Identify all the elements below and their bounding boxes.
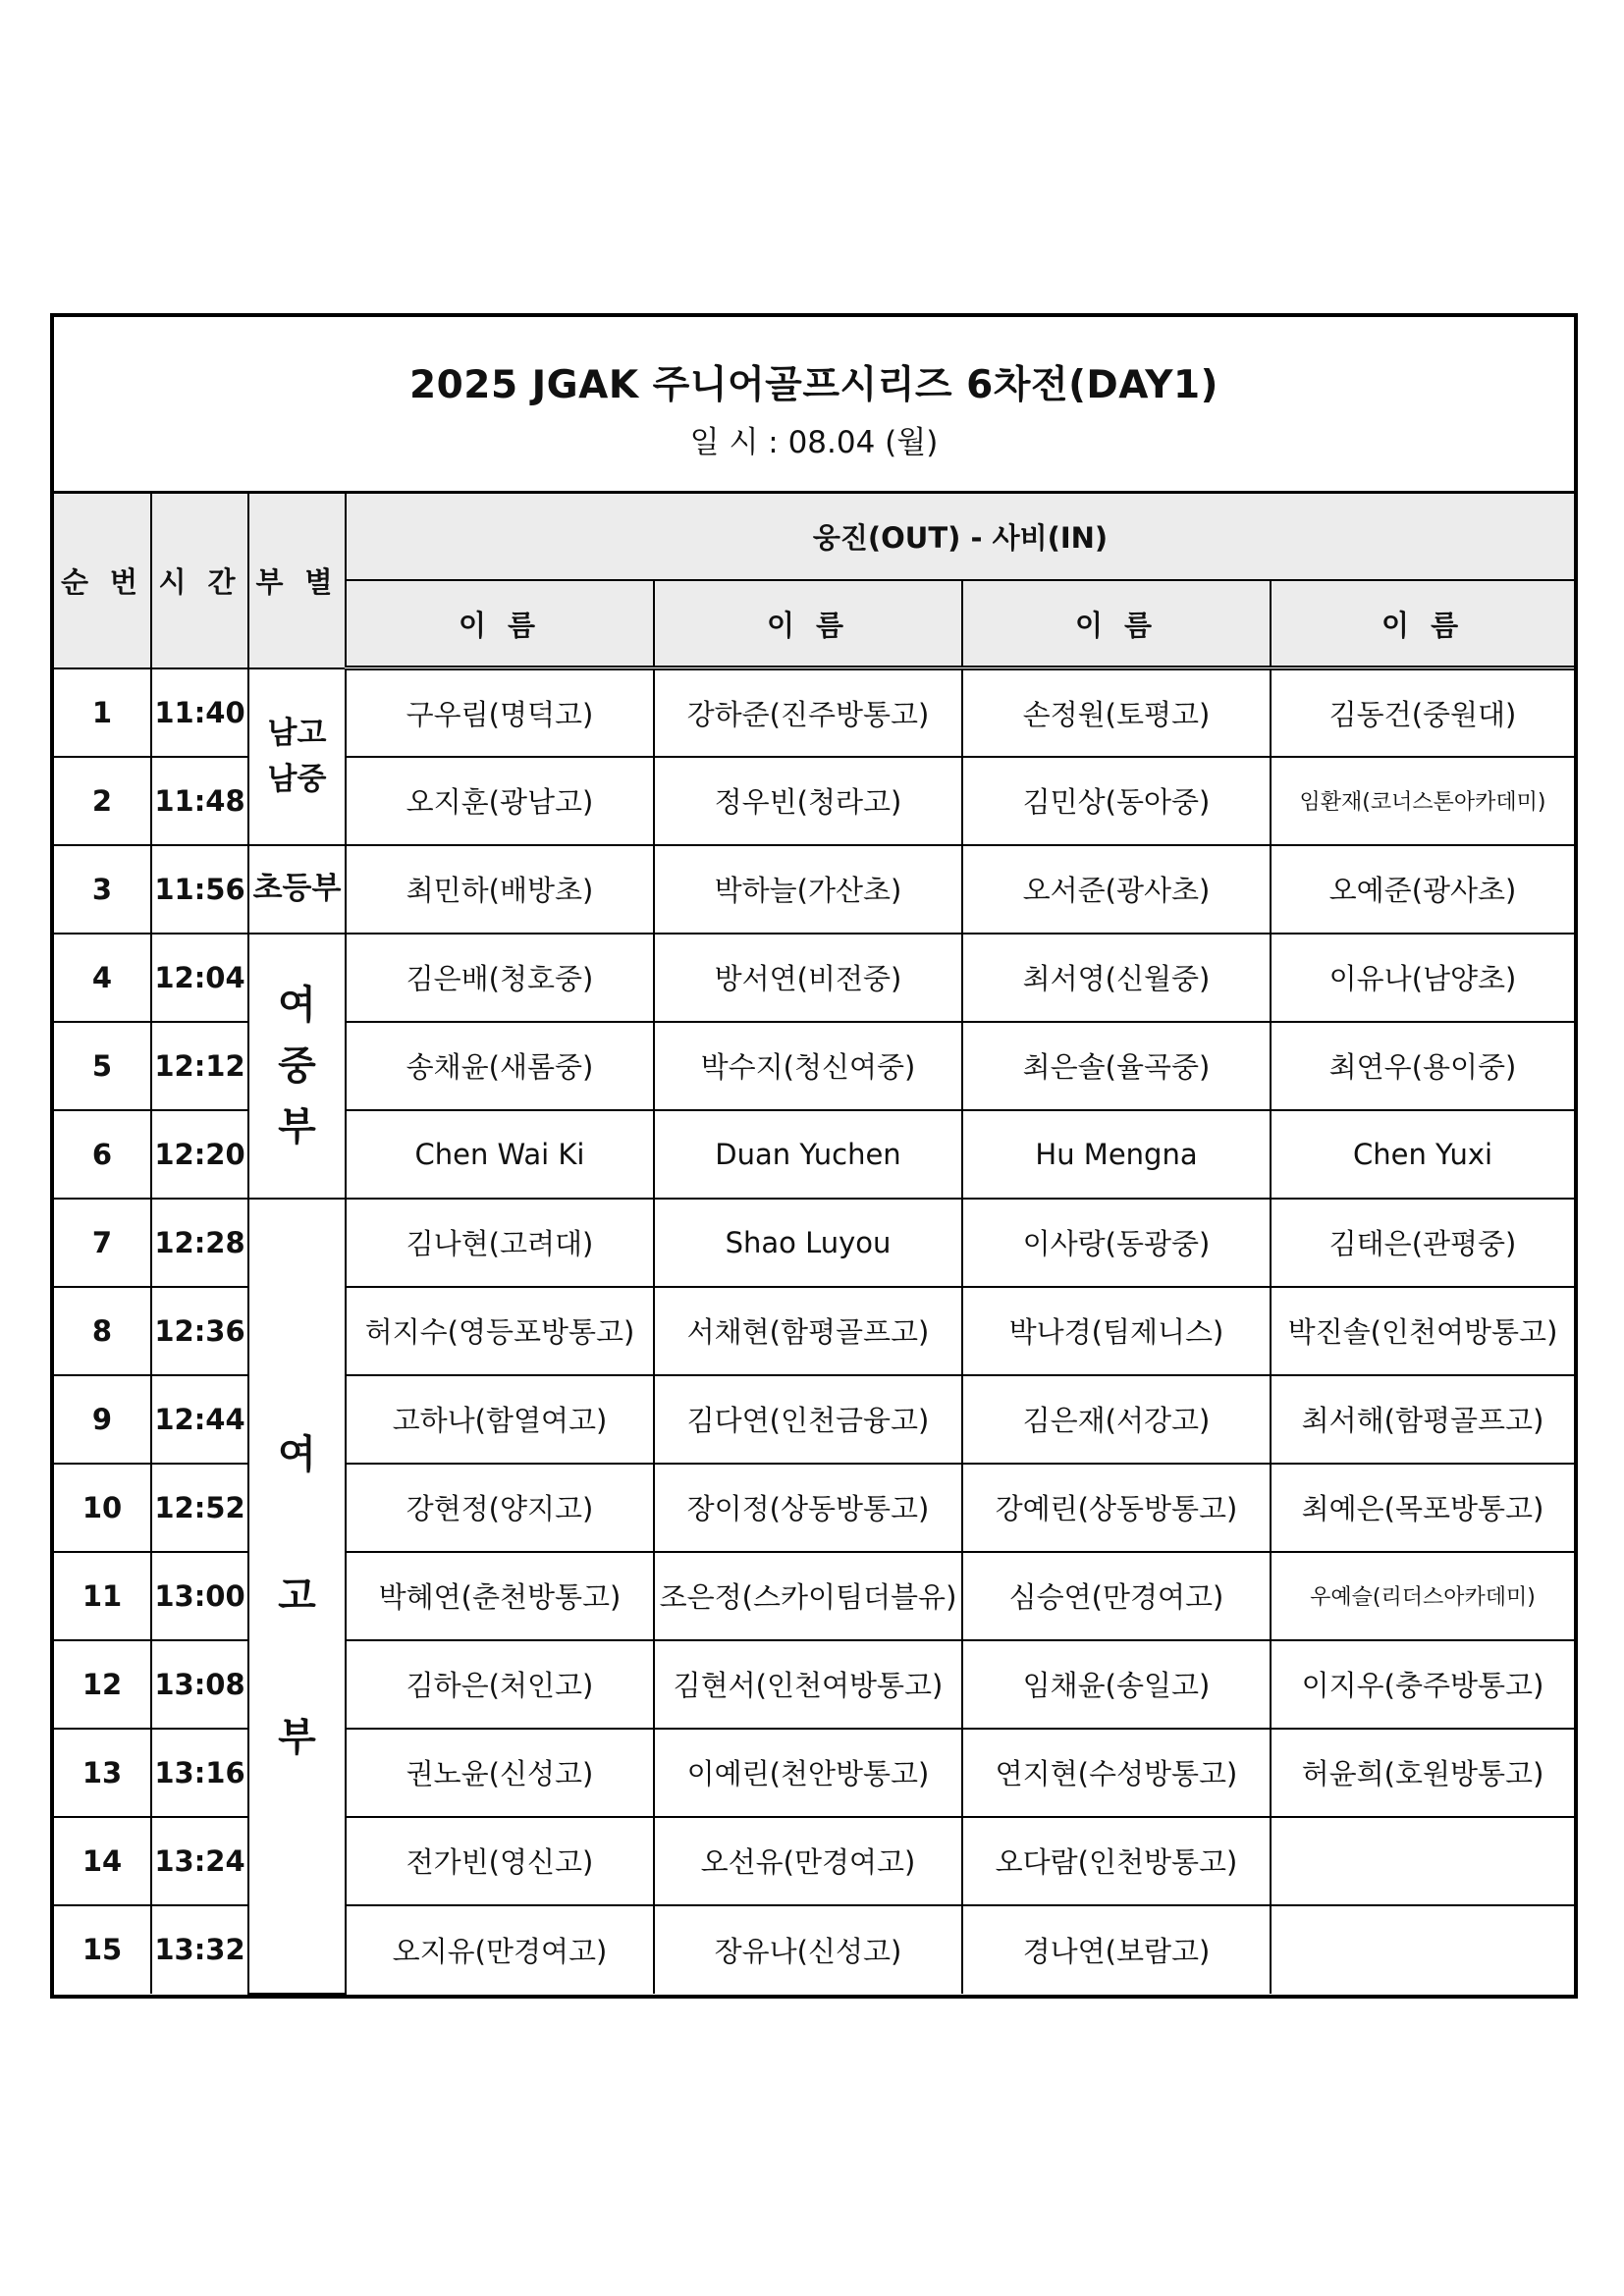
table-row xyxy=(54,668,1574,757)
title-block xyxy=(54,317,1574,494)
player-cell: 정우빈(청라고) xyxy=(654,757,962,845)
time-cell: 13:08 xyxy=(151,1640,248,1729)
division-label: 남중 xyxy=(267,761,327,797)
time-cell: 12:52 xyxy=(151,1464,248,1552)
order-cell: 3 xyxy=(54,845,151,934)
order-cell: 8 xyxy=(54,1287,151,1375)
division-label: 남고 xyxy=(267,716,327,751)
header-name-1: 이 름 xyxy=(346,580,654,668)
player-cell: 최예은(목포방통고) xyxy=(1271,1464,1574,1552)
player-cell: 강예린(상동방통고) xyxy=(962,1464,1271,1552)
player-cell: 최서해(함평골프고) xyxy=(1271,1375,1574,1464)
order-cell: 11 xyxy=(54,1552,151,1640)
table-row xyxy=(54,845,1574,934)
division-elementary: 초등부 xyxy=(248,845,346,934)
player-cell: 오다람(인천방통고) xyxy=(962,1817,1271,1905)
time-cell: 13:32 xyxy=(151,1905,248,1994)
player-cell: 오지유(만경여고) xyxy=(346,1905,654,1994)
player-cell: 이사랑(동광중) xyxy=(962,1199,1271,1287)
order-cell: 1 xyxy=(54,668,151,757)
player-cell: Duan Yuchen xyxy=(654,1110,962,1199)
player-cell: 오예준(광사초) xyxy=(1271,845,1574,934)
table-row xyxy=(54,1199,1574,1287)
header-order: 순 번 xyxy=(54,494,151,668)
order-cell: 9 xyxy=(54,1375,151,1464)
player-cell: 김은재(서강고) xyxy=(962,1375,1271,1464)
player-cell: 김다연(인천금융고) xyxy=(654,1375,962,1464)
player-cell: Shao Luyou xyxy=(654,1199,962,1287)
page-title: 2025 JGAK 주니어골프시리즈 6차전(DAY1) xyxy=(409,363,1218,407)
player-cell: 방서연(비전중) xyxy=(654,934,962,1022)
division-girls-high xyxy=(248,1199,346,1994)
player-cell: 심승연(만경여고) xyxy=(962,1552,1271,1640)
player-cell-empty xyxy=(1271,1905,1574,1994)
header-name-3: 이 름 xyxy=(962,580,1271,668)
time-cell: 12:20 xyxy=(151,1110,248,1199)
player-cell: 전가빈(영신고) xyxy=(346,1817,654,1905)
player-cell: 송채윤(새롬중) xyxy=(346,1022,654,1110)
player-cell: 이유나(남양초) xyxy=(1271,934,1574,1022)
header-division: 부 별 xyxy=(248,494,346,668)
player-cell: 이지우(충주방통고) xyxy=(1271,1640,1574,1729)
order-cell: 10 xyxy=(54,1464,151,1552)
table-row xyxy=(54,934,1574,1022)
order-cell: 5 xyxy=(54,1022,151,1110)
player-cell: 이예린(천안방통고) xyxy=(654,1729,962,1817)
player-cell: 김현서(인천여방통고) xyxy=(654,1640,962,1729)
player-cell: 손정원(토평고) xyxy=(962,668,1271,757)
player-cell: 권노윤(신성고) xyxy=(346,1729,654,1817)
division-boys xyxy=(248,668,346,845)
player-cell: 박혜연(춘천방통고) xyxy=(346,1552,654,1640)
player-cell: Hu Mengna xyxy=(962,1110,1271,1199)
header-course: 웅진(OUT) - 사비(IN) xyxy=(346,494,1574,580)
division-label: 중 xyxy=(278,1042,316,1089)
player-cell: 임채윤(송일고) xyxy=(962,1640,1271,1729)
order-cell: 13 xyxy=(54,1729,151,1817)
player-cell: 박수지(청신여중) xyxy=(654,1022,962,1110)
player-cell: 오서준(광사초) xyxy=(962,845,1271,934)
player-cell: Chen Wai Ki xyxy=(346,1110,654,1199)
time-cell: 12:12 xyxy=(151,1022,248,1110)
header-name-4: 이 름 xyxy=(1271,580,1574,668)
time-cell: 12:44 xyxy=(151,1375,248,1464)
division-label: 여 xyxy=(278,982,316,1028)
player-cell: 최서영(신월중) xyxy=(962,934,1271,1022)
player-cell: 박나경(팀제니스) xyxy=(962,1287,1271,1375)
player-cell: 김하은(처인고) xyxy=(346,1640,654,1729)
player-cell: 김민상(동아중) xyxy=(962,757,1271,845)
player-cell: 구우림(명덕고) xyxy=(346,668,654,757)
player-cell: 연지현(수성방통고) xyxy=(962,1729,1271,1817)
player-cell: 허지수(영등포방통고) xyxy=(346,1287,654,1375)
player-cell: 고하나(함열여고) xyxy=(346,1375,654,1464)
player-cell: 서채현(함평골프고) xyxy=(654,1287,962,1375)
order-cell: 15 xyxy=(54,1905,151,1994)
order-cell: 12 xyxy=(54,1640,151,1729)
player-cell: 강하준(진주방통고) xyxy=(654,668,962,757)
order-cell: 7 xyxy=(54,1199,151,1287)
time-cell: 11:56 xyxy=(151,845,248,934)
player-cell: 최연우(용이중) xyxy=(1271,1022,1574,1110)
header-time: 시 간 xyxy=(151,494,248,668)
player-cell: Chen Yuxi xyxy=(1271,1110,1574,1199)
player-cell: 장이정(상동방통고) xyxy=(654,1464,962,1552)
player-cell: 박하늘(가산초) xyxy=(654,845,962,934)
player-cell: 최은솔(율곡중) xyxy=(962,1022,1271,1110)
division-label: 부 xyxy=(278,1103,316,1149)
time-cell: 12:28 xyxy=(151,1199,248,1287)
player-cell: 김태은(관평중) xyxy=(1271,1199,1574,1287)
division-label: 고 xyxy=(278,1573,316,1619)
player-cell-empty xyxy=(1271,1817,1574,1905)
player-cell: 김은배(청호중) xyxy=(346,934,654,1022)
player-cell: 최민하(배방초) xyxy=(346,845,654,934)
order-cell: 6 xyxy=(54,1110,151,1199)
player-cell: 장유나(신성고) xyxy=(654,1905,962,1994)
order-cell: 14 xyxy=(54,1817,151,1905)
player-cell: 우예슬(리더스아카데미) xyxy=(1271,1552,1574,1640)
tee-time-table xyxy=(54,494,1574,1995)
player-cell: 오지훈(광남고) xyxy=(346,757,654,845)
time-cell: 13:16 xyxy=(151,1729,248,1817)
order-cell: 2 xyxy=(54,757,151,845)
player-cell: 박진솔(인천여방통고) xyxy=(1271,1287,1574,1375)
time-cell: 12:04 xyxy=(151,934,248,1022)
player-cell: 임환재(코너스톤아카데미) xyxy=(1271,757,1574,845)
division-girls-middle xyxy=(248,934,346,1199)
order-cell: 4 xyxy=(54,934,151,1022)
time-cell: 11:48 xyxy=(151,757,248,845)
player-cell: 김동건(중원대) xyxy=(1271,668,1574,757)
time-cell: 13:24 xyxy=(151,1817,248,1905)
event-date: 일 시 : 08.04 (월) xyxy=(689,425,939,460)
player-cell: 오선유(만경여고) xyxy=(654,1817,962,1905)
player-cell: 경나연(보람고) xyxy=(962,1905,1271,1994)
time-cell: 11:40 xyxy=(151,668,248,757)
time-cell: 12:36 xyxy=(151,1287,248,1375)
tee-time-sheet xyxy=(50,313,1578,1999)
division-label: 여 xyxy=(278,1431,316,1477)
player-cell: 김나현(고려대) xyxy=(346,1199,654,1287)
player-cell: 허윤희(호원방통고) xyxy=(1271,1729,1574,1817)
header-name-2: 이 름 xyxy=(654,580,962,668)
player-cell: 조은정(스카이팀더블유) xyxy=(654,1552,962,1640)
player-cell: 강현정(양지고) xyxy=(346,1464,654,1552)
time-cell: 13:00 xyxy=(151,1552,248,1640)
division-label: 부 xyxy=(278,1714,316,1760)
